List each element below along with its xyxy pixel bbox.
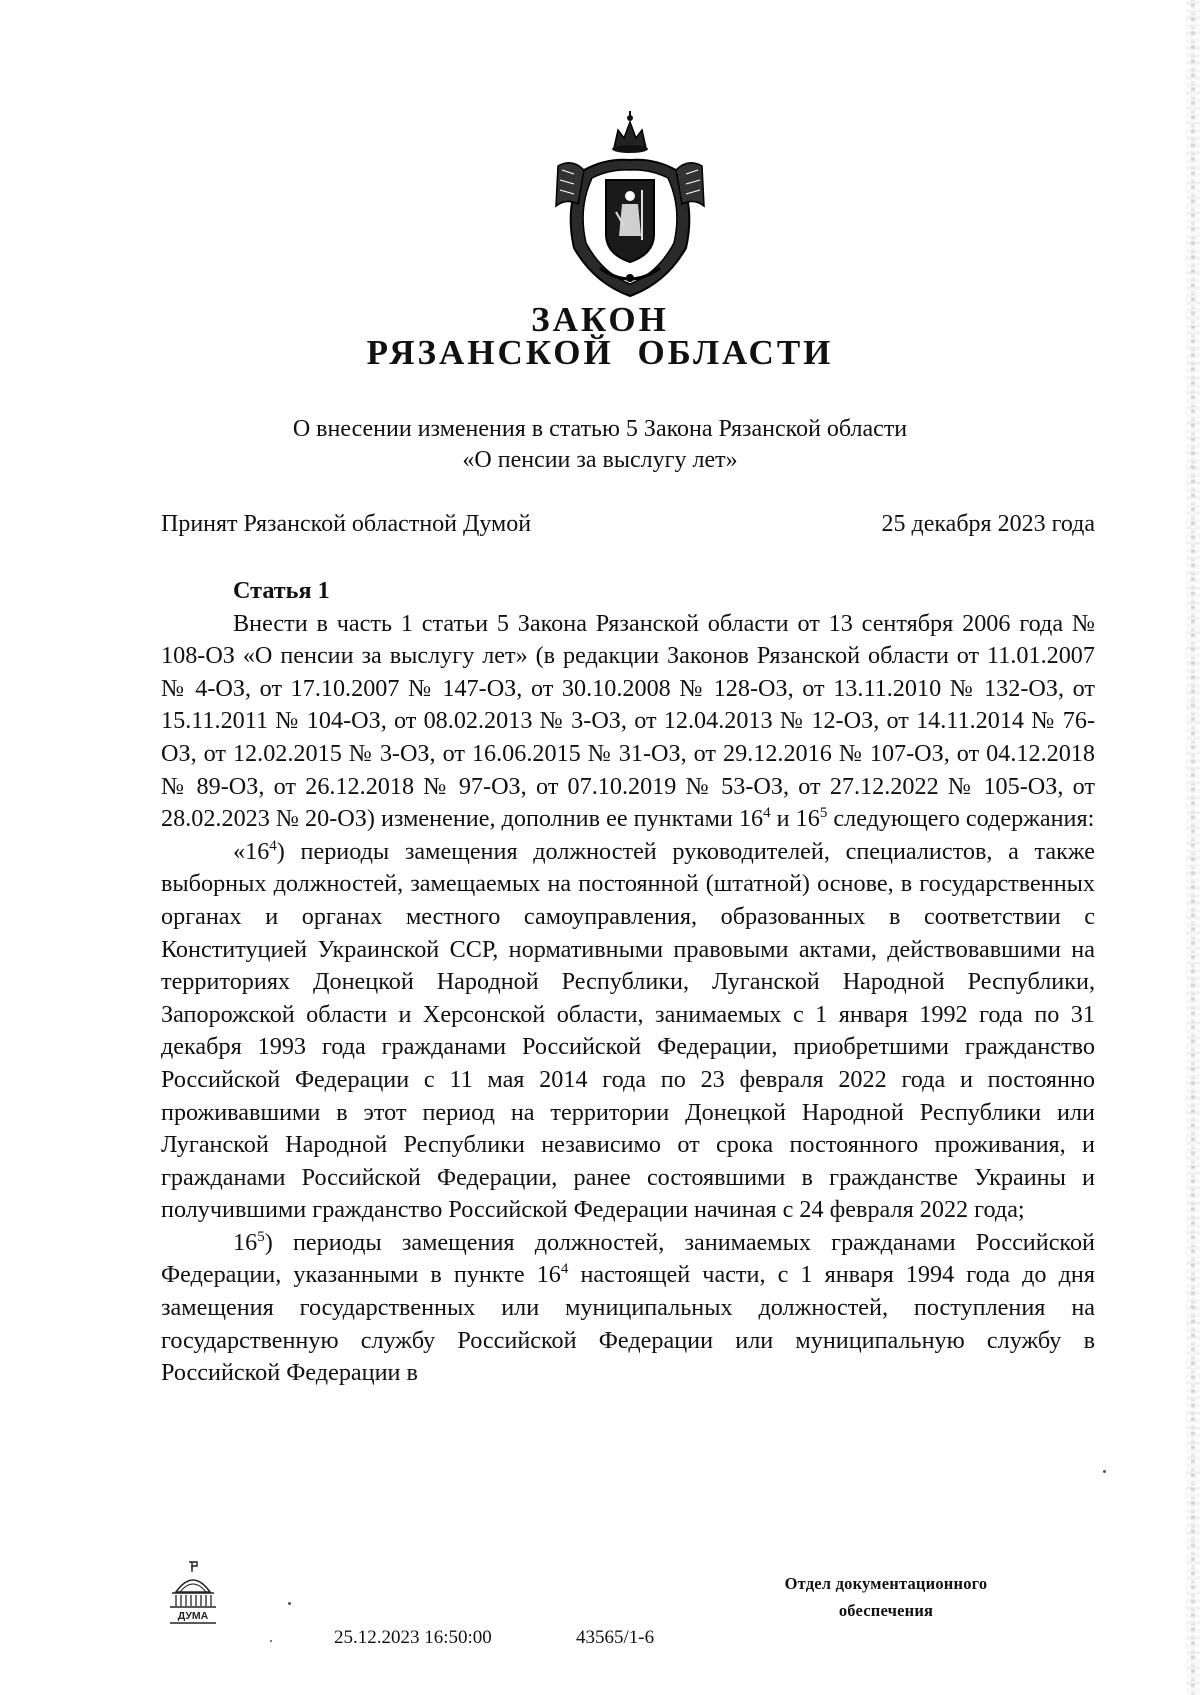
conjunction: и bbox=[776, 805, 790, 833]
article-body bbox=[161, 575, 1095, 1390]
department-stamp bbox=[736, 1570, 1036, 1624]
department-line2: обеспечения bbox=[838, 1601, 934, 1620]
item-text: ) периоды замещения должностей, занимаемых гражданами Российской Федерации, указанными в пункте bbox=[161, 1228, 1095, 1289]
coat-of-arms-icon bbox=[544, 108, 716, 298]
item-ref: 16 bbox=[795, 805, 820, 833]
adoption-line bbox=[161, 508, 1095, 541]
item-ref-sup: 4 bbox=[560, 1261, 569, 1278]
item-text: ) периоды замещения должностей руководителей, специалистов, а также выборных должностей, замещаемых на постоянной (штатной) основе, в государственных органах и органах местного самоуправления, образованных в соответствии с Конституцией Украинской ССР, нормативными правовыми актами, действовавшими на территориях Донецкой Народной Республики, Луганской Народной Республики, Запорожской области и Херсонской области, занимаемых с 1 января 1992 года по 31 декабря 1993 года гражданами Российской Федерации, приобретшими гражданство Российской Федерации с 11 мая 2014 года по 23 февраля 2022 года и постоянно проживавшими в этот период на территории Донецкой Народной Республики или Луганской Народной Республики независимо от срока постоянного проживания, и гражданами Российской Федерации, ранее состоявшими в гражданстве Украины и получившими гражданство Российской Федерации начиная с 24 февраля 2022 года; bbox=[161, 837, 1095, 1224]
item-number: 16 bbox=[233, 1228, 258, 1256]
scan-speck bbox=[288, 1602, 291, 1605]
scan-speck bbox=[1103, 1470, 1106, 1473]
law-subject-line2: «О пенсии за выслугу лет» bbox=[462, 447, 738, 473]
intro-end: следующего содержания: bbox=[833, 805, 1095, 833]
item-text-cont: настоящей части, с 1 января 1994 года до дня замещения государственных или муниципальных должностей, поступления на государственную службу Российской Федерации или муниципальную службу в Российской Федерации в bbox=[161, 1261, 1095, 1387]
item-ref: 16 bbox=[536, 1261, 561, 1289]
item-number-sup: 5 bbox=[257, 1228, 265, 1245]
item-number: «16 bbox=[233, 837, 270, 865]
duma-building-icon bbox=[168, 1560, 218, 1628]
duma-logo-text: ДУМА bbox=[177, 1610, 209, 1622]
article-intro bbox=[161, 608, 1095, 836]
scan-edge bbox=[1186, 0, 1200, 1695]
adoption-date: 25 декабря 2023 года bbox=[881, 511, 1095, 537]
item-16-5 bbox=[161, 1227, 1095, 1390]
law-subject-line1: О внесении изменения в статью 5 Закона Рязанской области bbox=[292, 416, 908, 442]
item-number-sup: 4 bbox=[269, 837, 277, 854]
registration-number: 43565/1-6 bbox=[576, 1627, 655, 1648]
item-16-4 bbox=[161, 836, 1095, 1227]
law-title: ЗАКОН bbox=[531, 300, 669, 339]
item-ref: 16 bbox=[738, 805, 764, 833]
item-ref-sup: 4 bbox=[763, 805, 771, 822]
department-line1: Отдел документационного bbox=[784, 1574, 988, 1593]
registration-timestamp: 25.12.2023 16:50:00 bbox=[334, 1627, 492, 1648]
adopted-by: Принят Рязанской областной Думой bbox=[161, 511, 532, 537]
scan-speck bbox=[270, 1640, 272, 1642]
item-ref-sup: 5 bbox=[819, 805, 828, 822]
article-heading: Статья 1 bbox=[233, 577, 330, 604]
region-title: РЯЗАНСКОЙ ОБЛАСТИ bbox=[366, 333, 834, 372]
intro-text: Внести в часть 1 статьи 5 Закона Рязанской области от 13 сентября 2006 года № 108-ОЗ «О пенсии за выслугу лет» (в редакции Законов Рязанской области от 11.01.2007 № 4-ОЗ, от 17.10.2007 № 147-ОЗ, от 30.10.2008 № 128-ОЗ, от 13.11.2010 № 132-ОЗ, от 15.11.2011 № 104-ОЗ, от 08.02.2013 № 3-ОЗ, от 12.04.2013 № 12-ОЗ, от 14.11.2014 № 76-ОЗ, от 12.02.2015 № 3-ОЗ, от 16.06.2015 № 31-ОЗ, от 29.12.2016 № 107-ОЗ, от 04.12.2018 № 89-ОЗ, от 26.12.2018 № 97-ОЗ, от 07.10.2019 № 53-ОЗ, от 27.12.2022 № 105-ОЗ, от 28.02.2023 № 20-ОЗ) изменение, дополнив ее пунктами bbox=[161, 609, 1095, 833]
